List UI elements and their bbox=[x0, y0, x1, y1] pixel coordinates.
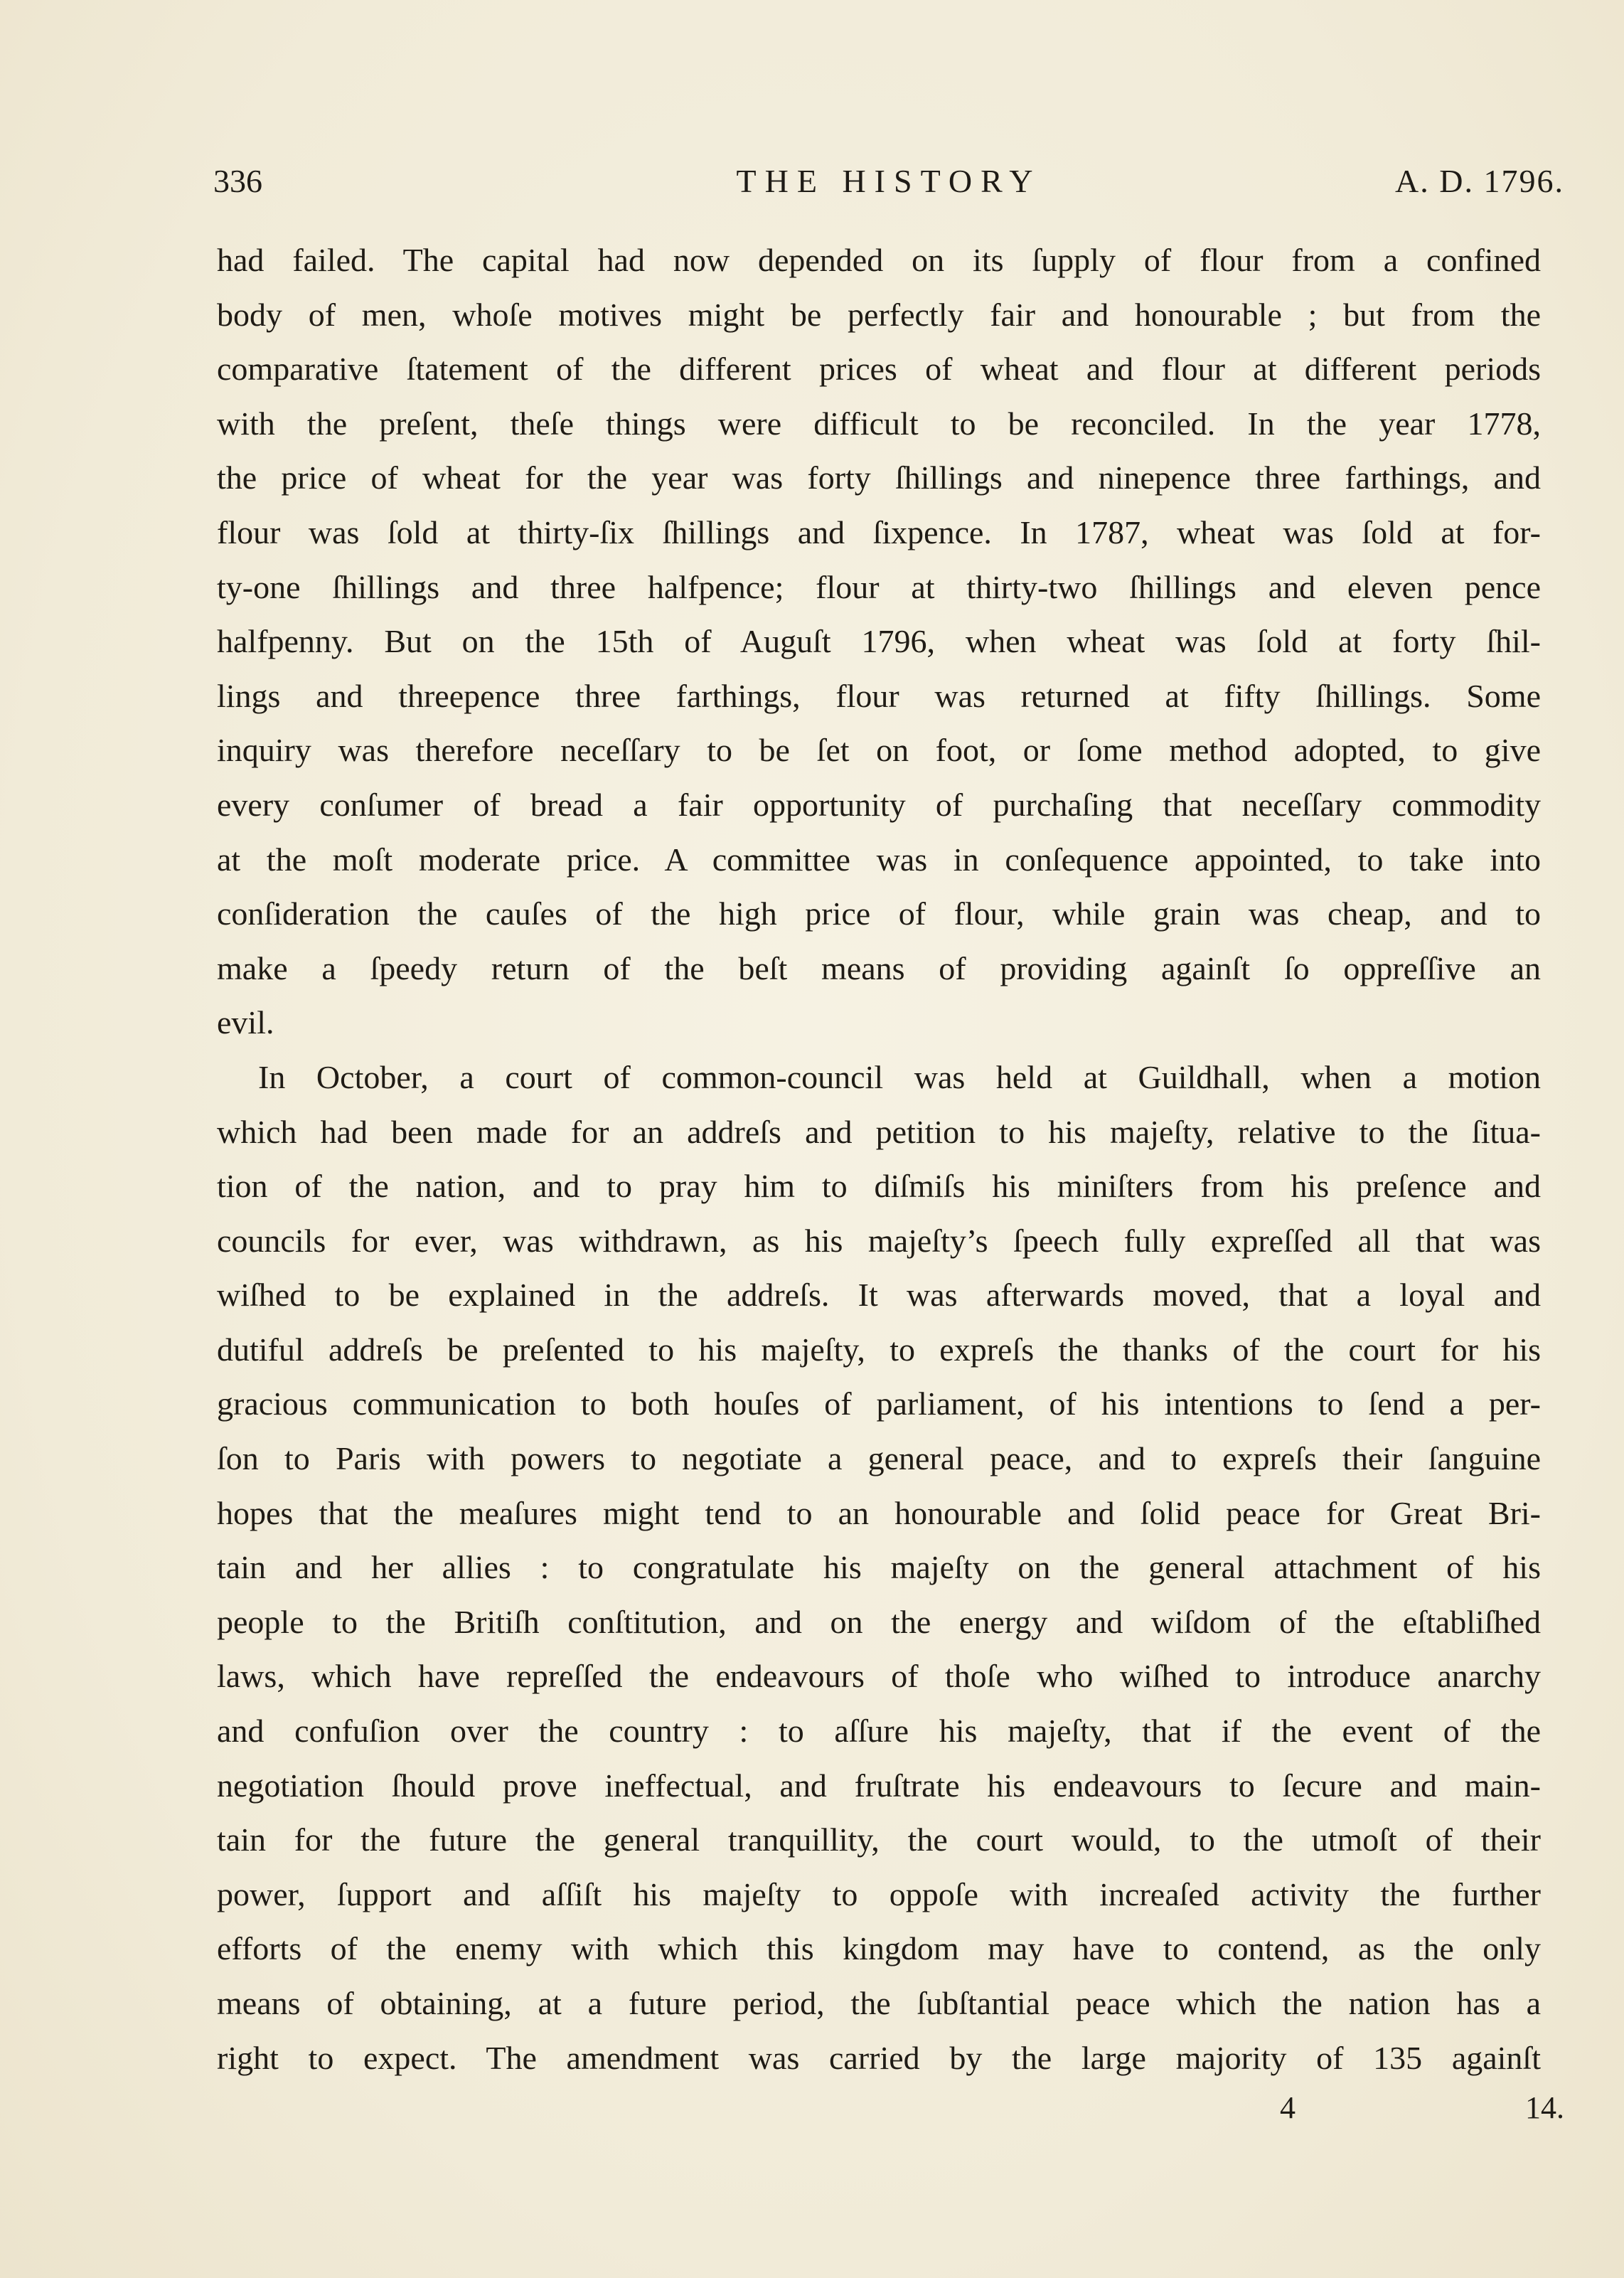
text-line: every conſumer of bread a fair opportunity of purchaſing that neceſſary commodity bbox=[217, 786, 1541, 823]
text-line: inquiry was therefore neceſſary to be ſet on foot, or ſome method adopted, to give bbox=[217, 732, 1541, 769]
text-line: conſideration the cauſes of the high price of flour, while grain was cheap, and to bbox=[217, 895, 1541, 932]
paragraph bbox=[217, 233, 1541, 1050]
text-line: councils for ever, was withdrawn, as his majeſty’s ſpeech fully expreſſed all that was bbox=[217, 1222, 1541, 1259]
text-line: In October, a court of common-council was held at Guildhall, when a motion bbox=[258, 1058, 1541, 1095]
paragraph bbox=[217, 1050, 1541, 2085]
text-line: evil. bbox=[217, 1004, 274, 1041]
text-line: the price of wheat for the year was forty ſhillings and ninepence three farthings, and bbox=[217, 459, 1541, 496]
text-line: tain for the future the general tranquillity, the court would, to the utmoſt of their bbox=[217, 1821, 1541, 1858]
running-head bbox=[213, 162, 1564, 205]
running-title: THE HISTORY bbox=[736, 163, 1042, 199]
text-line: with the preſent, theſe things were difficult to be reconciled. In the year 1778, bbox=[217, 405, 1541, 442]
page-number: 336 bbox=[213, 163, 262, 199]
text-line: wiſhed to be explained in the addreſs. It was afterwards moved, that a loyal and bbox=[217, 1277, 1541, 1314]
text-line: negotiation ſhould prove ineffectual, and fruſtrate his endeavours to ſecure and main- bbox=[217, 1767, 1541, 1804]
text-line: laws, which have repreſſed the endeavours of thoſe who wiſhed to introduce anarchy bbox=[217, 1658, 1541, 1695]
text-line: hopes that the meaſures might tend to an honourable and ſolid peace for Great Bri- bbox=[217, 1494, 1541, 1531]
text-line: body of men, whoſe motives might be perfectly fair and honourable ; but from the bbox=[217, 296, 1541, 333]
text-line: lings and threepence three farthings, flour was returned at fifty ſhillings. Some bbox=[217, 677, 1541, 714]
text-line: at the moſt moderate price. A committee was in conſequence appointed, to take into bbox=[217, 841, 1541, 878]
text-line: power, ſupport and aſſiſt his majeſty to oppoſe with increaſed activity the further bbox=[217, 1875, 1541, 1912]
running-date: A. D. 1796. bbox=[1395, 163, 1564, 199]
text-line: dutiful addreſs be preſented to his majeſty, to expreſs the thanks of the court for his bbox=[217, 1331, 1541, 1368]
catchword: 14. bbox=[1525, 2090, 1564, 2125]
text-line: had failed. The capital had now depended on its ſupply of flour from a confined bbox=[217, 242, 1541, 278]
text-line: ſon to Paris with powers to negotiate a general peace, and to expreſs their ſanguine bbox=[217, 1440, 1541, 1477]
text-line: which had been made for an addreſs and petition to his majeſty, relative to the ſitua- bbox=[217, 1113, 1541, 1150]
text-line: right to expect. The amendment was carried by the large majority of 135 againſt bbox=[217, 2039, 1541, 2076]
body-text bbox=[217, 233, 1541, 2085]
text-line: and confuſion over the country : to aſſure his majeſty, that if the event of the bbox=[217, 1713, 1541, 1750]
text-line: efforts of the enemy with which this kingdom may have to contend, as the only bbox=[217, 1930, 1541, 1967]
text-line: tain and her allies : to congratulate his majeſty on the general attachment of his bbox=[217, 1549, 1541, 1586]
text-line: make a ſpeedy return of the beſt means of providing againſt ſo oppreſſive an bbox=[217, 949, 1541, 986]
text-line: gracious communication to both houſes of parliament, of his intentions to ſend a per- bbox=[217, 1385, 1541, 1422]
text-line: means of obtaining, at a future period, the ſubſtantial peace which the nation has a bbox=[217, 1985, 1541, 2021]
signature-mark: 4 bbox=[1280, 2090, 1296, 2125]
text-line: flour was ſold at thirty-ſix ſhillings and ſixpence. In 1787, wheat was ſold at for- bbox=[217, 513, 1541, 550]
text-line: comparative ſtatement of the different prices of wheat and flour at different periods bbox=[217, 351, 1541, 388]
text-line: people to the Britiſh conſtitution, and on the energy and wiſdom of the eſtabliſhed bbox=[217, 1603, 1541, 1640]
text-line: ty-one ſhillings and three halfpence; flour at thirty-two ſhillings and eleven pence bbox=[217, 568, 1541, 605]
text-line: halfpenny. But on the 15th of Auguſt 1796, when wheat was ſold at forty ſhil- bbox=[217, 623, 1541, 660]
text-line: tion of the nation, and to pray him to diſmiſs his miniſters from his preſence and bbox=[217, 1168, 1541, 1205]
page-footer bbox=[213, 2090, 1564, 2132]
